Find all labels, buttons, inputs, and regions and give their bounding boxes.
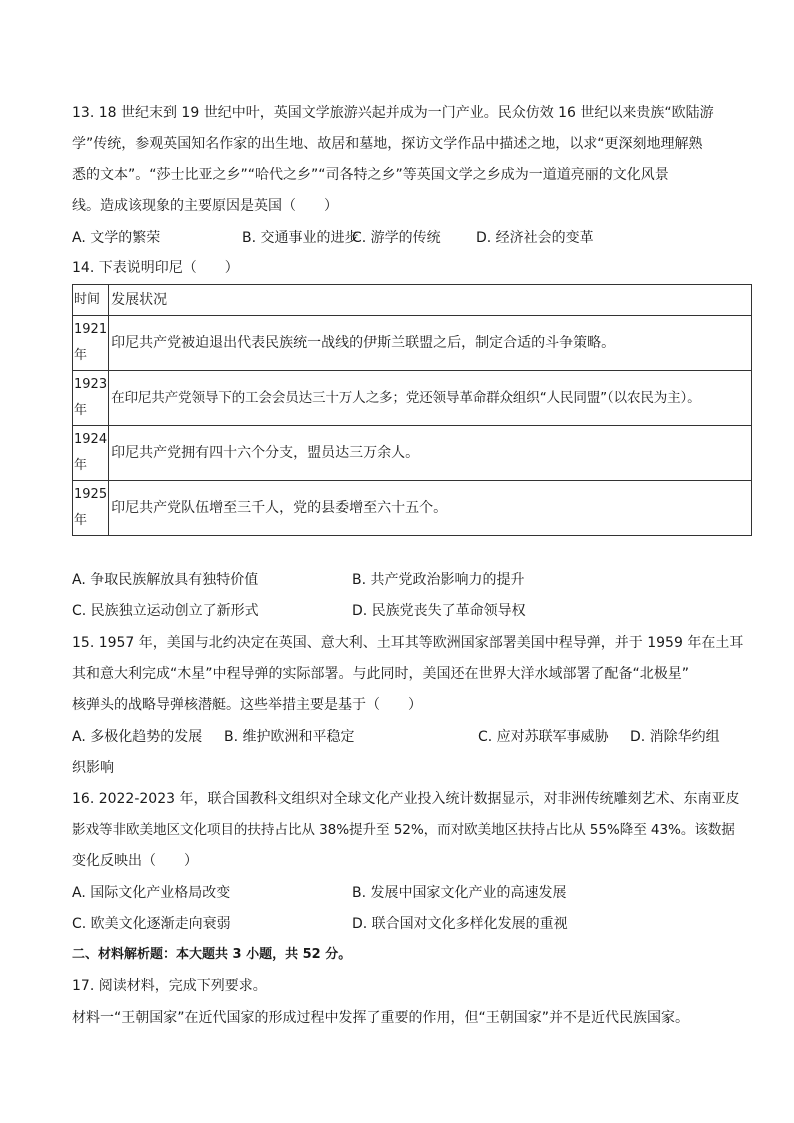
- table-header-time: 时间: [73, 285, 109, 316]
- q16-stem-line-2: 影戏等非欧美地区文化项目的扶持占比从 38%提升至 52%，而对欧美地区扶持占比从 55%降至 43%。该数据: [72, 822, 735, 838]
- q15-stem-line-3: 核弹头的战略导弹核潜艇。这些举措主要是基于（ ）: [72, 697, 422, 713]
- q16-stem-line-3: 变化反映出（ ）: [72, 853, 198, 869]
- q16-option-d[interactable]: D. 联合国对文化多样化发展的重视: [352, 916, 568, 932]
- q13-stem-line-3: 悉的文本”。“莎士比亚之乡”“哈代之乡”“司各特之乡”等英国文学之乡成为一道道亮丽的文化风景: [72, 167, 669, 183]
- q14-option-d[interactable]: D. 民族党丧失了革命领导权: [352, 603, 526, 619]
- q13-option-b[interactable]: B. 交通事业的进步: [242, 230, 359, 246]
- table-cell-year: 1923 年: [73, 371, 109, 426]
- table-cell-year: 1921 年: [73, 316, 109, 371]
- q16-option-a[interactable]: A. 国际文化产业格局改变: [72, 885, 231, 901]
- q15-option-d-wrap: 织影响: [72, 760, 114, 776]
- q14-stem: 14. 下表说明印尼（ ）: [72, 260, 239, 276]
- table-row: [73, 481, 752, 536]
- q15-stem-line-1: 15. 1957 年，美国与北约决定在英国、意大利、土耳其等欧洲国家部署美国中程导弹，并于 1959 年在土耳: [72, 635, 744, 651]
- table-cell-status: 印尼共产党被迫退出代表民族统一战线的伊斯兰联盟之后，制定合适的斗争策略。: [109, 316, 752, 371]
- q15-option-b[interactable]: B. 维护欧洲和平稳定: [224, 729, 355, 745]
- table-header-status: 发展状况: [109, 285, 752, 316]
- q17-stem: 17. 阅读材料，完成下列要求。: [72, 978, 267, 994]
- section-2-heading: 二、材料解析题：本大题共 3 小题，共 52 分。: [72, 947, 352, 962]
- table-cell-year: 1925 年: [73, 481, 109, 536]
- q14-development-table: [72, 284, 752, 536]
- q17-material-1: 材料一“王朝国家”在近代国家的形成过程中发挥了重要的作用，但“王朝国家”并不是近代民族国家。: [72, 1010, 690, 1026]
- table-row: [73, 426, 752, 481]
- q14-option-a[interactable]: A. 争取民族解放具有独特价值: [72, 572, 259, 588]
- q16-option-c[interactable]: C. 欧美文化逐渐走向衰弱: [72, 916, 231, 932]
- q14-option-b[interactable]: B. 共产党政治影响力的提升: [352, 572, 525, 588]
- table-row: [73, 371, 752, 426]
- q15-option-d[interactable]: D. 消除华约组: [630, 729, 720, 745]
- q16-stem-line-1: 16. 2022-2023 年，联合国教科文组织对全球文化产业投入统计数据显示，对非洲传统雕刻艺术、东南亚皮: [72, 791, 740, 807]
- table-cell-status: 印尼共产党队伍增至三千人，党的县委增至六十五个。: [109, 481, 752, 536]
- q13-option-d[interactable]: D. 经济社会的变革: [476, 230, 594, 246]
- q13-stem-line-2: 学”传统，参观英国知名作家的出生地、故居和墓地，探访文学作品中描述之地，以求“更深刻地理解熟: [72, 136, 703, 152]
- table-cell-status: 印尼共产党拥有四十六个分支，盟员达三万余人。: [109, 426, 752, 481]
- table-row: [73, 316, 752, 371]
- q13-stem-line-1: 13. 18 世纪末到 19 世纪中叶，英国文学旅游兴起并成为一门产业。民众仿效 16 世纪以来贵族“欧陆游: [72, 105, 714, 121]
- table-cell-year: 1924 年: [73, 426, 109, 481]
- q13-stem-line-4: 线。造成该现象的主要原因是英国（ ）: [72, 198, 338, 214]
- q15-stem-line-2: 其和意大利完成“木星”中程导弹的实际部署。与此同时，美国还在世界大洋水域部署了配备“北极星”: [72, 666, 690, 682]
- q15-option-a[interactable]: A. 多极化趋势的发展: [72, 729, 203, 745]
- q14-option-c[interactable]: C. 民族独立运动创立了新形式: [72, 603, 259, 619]
- table-cell-status: 在印尼共产党领导下的工会会员达三十万人之多；党还领导革命群众组织“人民同盟”（以农民为主）。: [109, 371, 752, 426]
- q15-option-c[interactable]: C. 应对苏联军事威胁: [478, 729, 609, 745]
- table-header-row: [73, 285, 752, 316]
- q13-option-c[interactable]: C. 游学的传统: [352, 230, 441, 246]
- q16-option-b[interactable]: B. 发展中国家文化产业的高速发展: [352, 885, 567, 901]
- q13-option-a[interactable]: A. 文学的繁荣: [72, 230, 161, 246]
